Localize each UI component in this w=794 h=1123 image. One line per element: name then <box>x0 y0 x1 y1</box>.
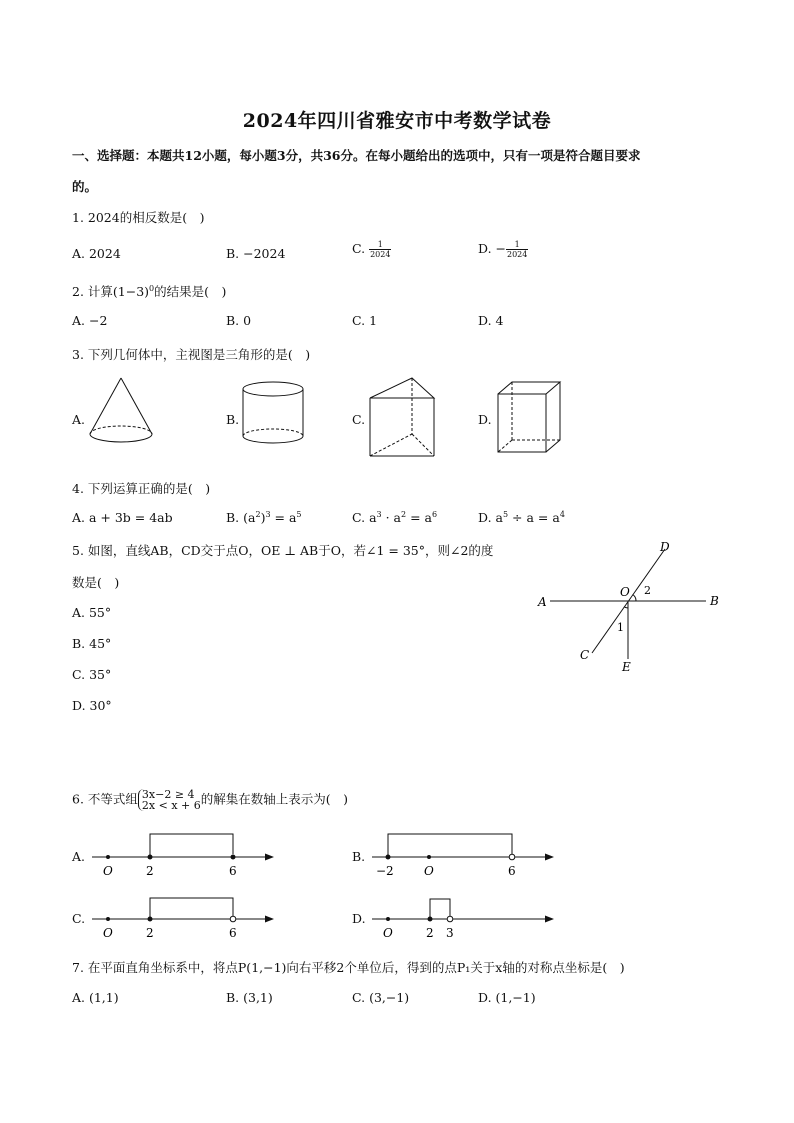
label-a: A <box>538 595 547 609</box>
q2-stem <box>72 282 226 300</box>
q2-stem-pre: 2. 计算(1−3) <box>72 284 150 299</box>
triangular-prism-figure <box>366 374 442 460</box>
label-2: 2 <box>426 926 434 940</box>
q4-d-sup1: 5 <box>502 510 509 519</box>
q5-option-a: A. 55° <box>72 605 112 620</box>
label-origin: O <box>424 864 434 878</box>
section-header-cont: 的。 <box>72 179 98 194</box>
label-2: 2 <box>146 926 154 940</box>
q1-option-b: B. −2024 <box>226 246 286 261</box>
angle-2-arc <box>633 594 636 601</box>
q7-option-b: B. (3,1) <box>226 990 273 1005</box>
q2-option-d: D. 4 <box>478 313 504 328</box>
q2-option-a: A. −2 <box>72 313 108 328</box>
q4-b-part2: ) <box>260 510 266 526</box>
q1-option-a: A. 2024 <box>72 246 121 261</box>
q1-option-c-fraction <box>369 240 391 259</box>
q3-option-d: D. <box>478 412 492 427</box>
number-line-c <box>90 890 280 940</box>
label-b: B <box>710 594 719 608</box>
label-c: C <box>580 648 590 662</box>
q7-option-a: A. (1,1) <box>72 990 119 1005</box>
number-line-a <box>90 828 280 878</box>
q7-option-c: C. (3,−1) <box>352 990 410 1005</box>
q2-stem-exponent: 0 <box>149 283 155 293</box>
q4-d-sup2: 4 <box>559 510 565 519</box>
q4-d-part1: D. a <box>478 510 503 526</box>
q5-option-b: B. 45° <box>72 636 112 651</box>
q3-option-a: A. <box>72 412 86 427</box>
q4-c-sup3: 6 <box>431 510 438 519</box>
section-header: 一、选择题：本题共12小题，每小题3分，共36分。在每小题给出的选项中，只有一项是符合题目要求 <box>72 148 641 163</box>
q4-option-b <box>226 510 302 525</box>
label-d: D <box>660 540 670 554</box>
q1-option-c <box>352 240 391 259</box>
q5-option-d: D. 30° <box>72 698 112 713</box>
q4-option-a: A. a + 3b = 4ab <box>72 510 173 525</box>
q1-option-d <box>478 240 528 259</box>
q4-c-sup2: 2 <box>401 510 407 519</box>
q1-c-denominator: 2024 <box>370 250 391 259</box>
cylinder-figure <box>238 378 308 454</box>
label-origin: O <box>383 926 393 940</box>
q6-inequality-2: 2x < x + 6 <box>141 799 201 812</box>
label-neg-2: −2 <box>376 864 394 878</box>
q3-option-b: B. <box>226 412 240 427</box>
q1-stem: 1. 2024的相反数是( ) <box>72 210 205 225</box>
q6-option-a: A. <box>72 849 86 864</box>
q4-c-part1: C. a <box>352 510 377 526</box>
label-angle-1: 1 <box>617 621 624 634</box>
q2-option-b: B. 0 <box>226 313 252 328</box>
q6-option-c: C. <box>72 911 86 926</box>
q6-stem <box>72 789 348 811</box>
q6-option-d: D. <box>352 911 366 926</box>
q6-option-b: B. <box>352 849 366 864</box>
label-e: E <box>622 660 631 674</box>
q4-b-sup2: 3 <box>265 510 271 519</box>
q2-stem-post: 的结果是( ) <box>154 284 227 299</box>
q1-d-numerator: 1 <box>506 240 528 250</box>
number-line-b <box>370 828 560 878</box>
q5-stem-cont: 数是( ) <box>72 575 120 590</box>
q5-stem: 5. 如图，直线AB，CD交于点O，OE ⊥ AB于O，若∠1 = 35°，则∠2的度 <box>72 543 494 558</box>
q4-option-d <box>478 510 565 525</box>
q6-inequality-1: 3x−2 ≥ 4 <box>141 788 195 801</box>
q4-b-part3: = a <box>270 510 297 526</box>
q5-option-c: C. 35° <box>72 667 112 682</box>
label-angle-2: 2 <box>644 584 651 597</box>
q7-stem: 7. 在平面直角坐标系中，将点P(1,−1)向右平移2个单位后，得到的点P₁关于x轴的对称点坐标是( ) <box>72 960 625 975</box>
label-origin: O <box>103 864 113 878</box>
q4-c-part3: = a <box>406 510 432 526</box>
page-title: 2024年四川省雅安市中考数学试卷 <box>242 110 552 132</box>
label-origin: O <box>103 926 113 940</box>
label-6: 6 <box>508 864 516 878</box>
q4-stem: 4. 下列运算正确的是( ) <box>72 481 211 496</box>
label-6: 6 <box>229 926 237 940</box>
cube-figure <box>494 378 564 458</box>
q6-stem-post: 的解集在数轴上表示为( ) <box>200 791 348 807</box>
label-3: 3 <box>446 926 454 940</box>
q6-stem-pre: 6. 不等式组 <box>72 791 138 807</box>
q4-c-sup1: 3 <box>376 510 382 519</box>
q4-b-sup3: 5 <box>296 510 302 519</box>
intersecting-lines-figure <box>530 535 730 680</box>
q4-b-sup1: 2 <box>255 510 261 519</box>
q3-option-c: C. <box>352 412 366 427</box>
q4-option-c <box>352 510 437 525</box>
q1-option-d-prefix: D. − <box>478 241 506 256</box>
q1-d-denominator: 2024 <box>507 250 528 259</box>
q6-inequality-system <box>138 789 201 811</box>
q1-option-d-fraction <box>506 240 528 259</box>
number-line-d <box>370 890 560 940</box>
q4-c-part2: · a <box>381 510 401 526</box>
q7-option-d: D. (1,−1) <box>478 990 536 1005</box>
label-6: 6 <box>229 864 237 878</box>
q4-b-part1: B. (a <box>226 510 256 526</box>
label-o: O <box>620 585 630 599</box>
q2-option-c: C. 1 <box>352 313 378 328</box>
q1-c-numerator: 1 <box>369 240 391 250</box>
q3-stem: 3. 下列几何体中，主视图是三角形的是( ) <box>72 347 311 362</box>
q4-d-part2: ÷ a = a <box>508 510 560 526</box>
cone-figure <box>84 374 158 454</box>
q1-option-c-prefix: C. <box>352 241 370 256</box>
label-2: 2 <box>146 864 154 878</box>
angle-1-arc <box>624 607 628 608</box>
